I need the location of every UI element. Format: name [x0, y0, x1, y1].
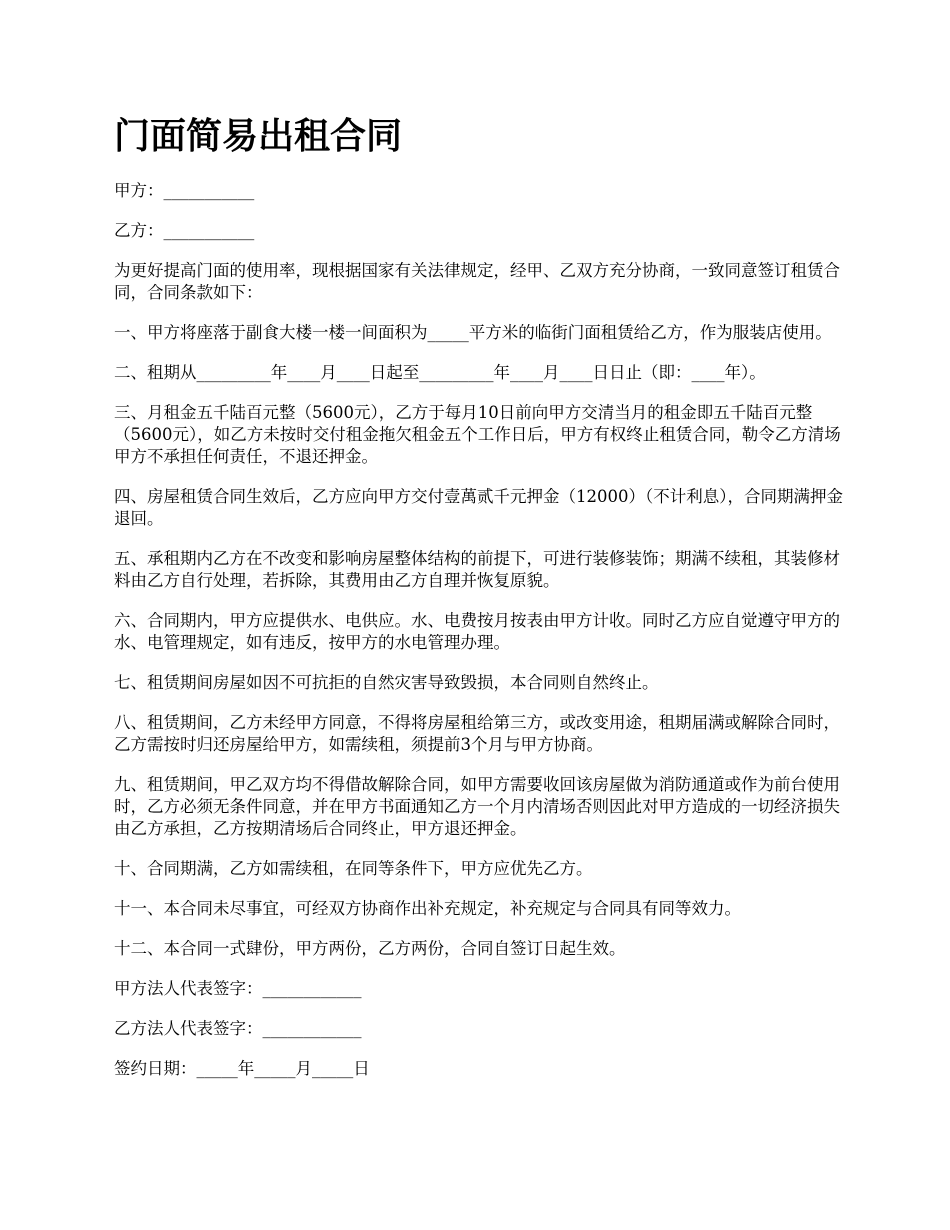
clause-11: 十一、本合同未尽事宜，可经双方协商作出补充规定，补充规定与合同具有同等效力。 — [114, 899, 741, 918]
party-b-signature-line: 乙方法人代表签字：____________ — [114, 1019, 362, 1038]
clause-7: 七、租赁期间房屋如因不可抗拒的自然灾害导致毁损，本合同则自然终止。 — [114, 673, 659, 692]
preamble-paragraph: 为更好提高门面的使用率，现根据国家有关法律规定，经甲、乙双方充分协商，一致同意签订租赁合同，合同条款如下： — [114, 261, 840, 302]
party-a-signature-line: 甲方法人代表签字：____________ — [114, 979, 362, 998]
party-b-line: 乙方：___________ — [114, 221, 255, 240]
signing-date-line: 签约日期：_____年_____月_____日 — [114, 1059, 370, 1078]
clause-12: 十二、本合同一式肆份，甲方两份，乙方两份，合同自签订日起生效。 — [114, 939, 626, 958]
document-title: 门面简易出租合同 — [114, 115, 403, 157]
clause-5: 五、承租期内乙方在不改变和影响房屋整体结构的前提下，可进行装修装饰；期满不续租，其装修材料由乙方自行处理，若拆除，其费用由乙方自理并恢复原貌。 — [114, 549, 840, 590]
clause-3: 三、月租金五千陆百元整（5600元），乙方于每月10日前向甲方交清当月的租金即五千陆百元整（5600元），如乙方未按时交付租金拖欠租金五个工作日后，甲方有权终止租赁合同，勒令乙方清场甲方不承担任何责任，不退还押金。 — [114, 403, 841, 466]
clause-4: 四、房屋租赁合同生效后，乙方应向甲方交付壹萬贰千元押金（12000）（不计利息），合同期满押金退回。 — [114, 487, 843, 528]
clause-2: 二、租期从_________年____月____日起至_________年____月____日日止（即：____年）。 — [114, 363, 766, 382]
clause-1: 一、甲方将座落于副食大楼一楼一间面积为_____平方米的临街门面租赁给乙方，作为服装店使用。 — [114, 323, 832, 342]
clause-8: 八、租赁期间，乙方未经甲方同意，不得将房屋租给第三方，或改变用途，租期届满或解除合同时，乙方需按时归还房屋给甲方，如需续租，须提前3个月与甲方协商。 — [114, 713, 840, 754]
clause-10: 十、合同期满，乙方如需续租，在同等条件下，甲方应优先乙方。 — [114, 859, 593, 878]
clause-9: 九、租赁期间，甲乙双方均不得借故解除合同，如甲方需要收回该房屋做为消防通道或作为前台使用时，乙方必须无条件同意，并在甲方书面通知乙方一个月内清场否则因此对甲方造成的一切经济损失由乙方承担，乙方按期清场后合同终止，甲方退还押金。 — [114, 775, 840, 838]
document-page — [114, 112, 854, 1098]
clause-6: 六、合同期内，甲方应提供水、电供应。水、电费按月按表由甲方计收。同时乙方应自觉遵守甲方的水、电管理规定，如有违反，按甲方的水电管理办理。 — [114, 611, 840, 652]
party-a-line: 甲方：___________ — [114, 181, 255, 200]
